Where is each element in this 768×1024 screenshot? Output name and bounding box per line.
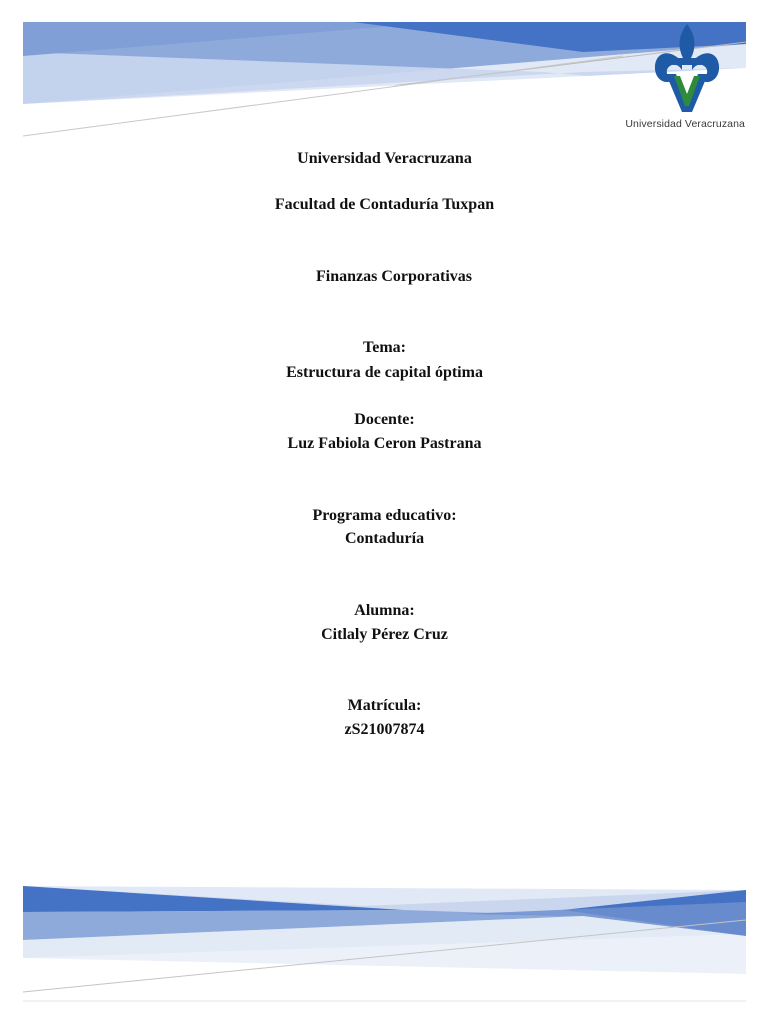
- teacher-label: Docente:: [354, 411, 415, 428]
- topic-label: Tema:: [363, 339, 406, 356]
- university-logo: [623, 22, 746, 140]
- footer-banner: [23, 854, 746, 1002]
- logo-wordmark: Universidad Veracruzana: [625, 118, 745, 130]
- program-value: Contaduría: [344, 530, 425, 547]
- course-name: Finanzas Corporativas: [316, 268, 472, 285]
- fleur-de-lis-icon: [652, 22, 722, 116]
- teacher-value: Luz Fabiola Ceron Pastrana: [287, 435, 482, 452]
- university-name: Universidad Veracruzana: [297, 150, 472, 167]
- student-label: Alumna:: [354, 602, 415, 619]
- topic-value: Estructura de capital óptima: [286, 364, 483, 381]
- id-label: Matrícula:: [347, 697, 422, 714]
- document-page: [23, 22, 746, 1002]
- faculty-name: Facultad de Contaduría Tuxpan: [274, 196, 495, 213]
- id-value: zS21007874: [344, 721, 425, 738]
- student-value: Citlaly Pérez Cruz: [321, 626, 448, 643]
- program-label: Programa educativo:: [312, 507, 457, 524]
